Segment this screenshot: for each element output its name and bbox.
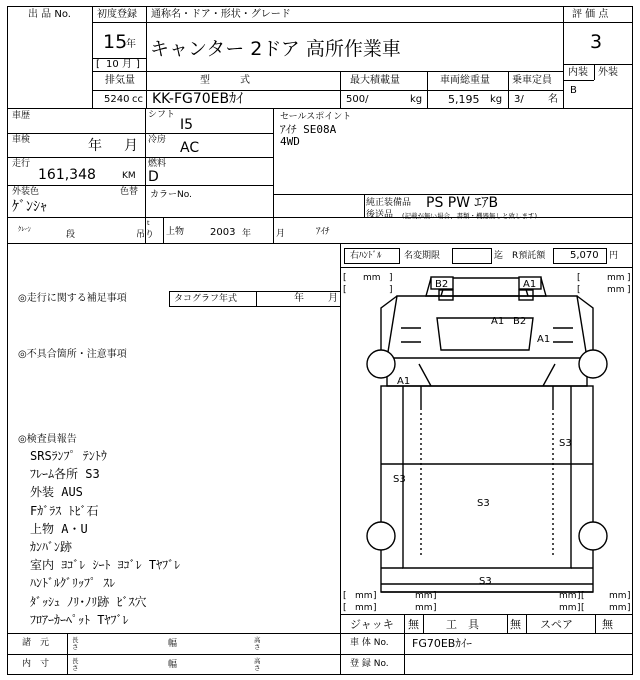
jack-label: ジャッキ [350, 618, 394, 631]
bracket-bl2-close: ] [433, 591, 437, 601]
grid-line [7, 133, 273, 134]
inner-width-label: 幅 [168, 660, 178, 670]
inspection-label: 車検 [12, 135, 31, 145]
mark-s3-left: S3 [393, 474, 406, 485]
running-label: ◎走行に関する補足事項 [18, 293, 127, 304]
chassis-value: FG70EBｶｲｰ [412, 637, 472, 650]
spare-label: スペア [540, 618, 573, 631]
grid-line [341, 633, 633, 634]
bracket-br4-open: [ [581, 603, 585, 613]
inner-height-label: 高さ [254, 657, 261, 672]
dim-height-label: 高さ [254, 636, 261, 651]
month-bracket-open: [ [96, 59, 100, 70]
dim-length-label: 長さ [72, 636, 79, 651]
bracket-tr2-mm: mm [607, 285, 625, 295]
tacho-label: タコグラフ年式 [174, 294, 238, 304]
equipment-value: PS PW ｴｱB [426, 195, 499, 211]
tools-value: 無 [510, 618, 521, 631]
grid-line [163, 217, 164, 243]
grid-line [7, 185, 273, 186]
grid-line [341, 614, 633, 615]
grid-line [564, 80, 594, 81]
wheel-rear-right [579, 522, 607, 550]
grid-line [595, 614, 596, 633]
grid-line [508, 71, 509, 108]
mileage-value: 161,348 [38, 167, 96, 183]
mileage-label: 走行 [12, 159, 31, 169]
sales-point-label: セールスポイント [280, 112, 352, 122]
tacho-year-unit: 年 [294, 293, 304, 304]
mark-s3-bottom: S3 [479, 576, 492, 587]
bracket-bl-mm: mm [355, 591, 373, 601]
bracket-bl4-mm: mm [415, 603, 433, 613]
grid-line [594, 64, 595, 80]
bracket-tr2-open: [ [577, 285, 581, 295]
capacity-value: 3/ [514, 94, 524, 105]
tools-label: 工 具 [446, 618, 479, 631]
mark-b2-top: B2 [435, 279, 449, 290]
report-line: 上物 A・U [30, 521, 88, 536]
report-line: ﾊﾝﾄﾞﾙｸﾞﾘｯﾌﾟ ｽﾚ [30, 576, 116, 591]
score-label: 評 価 点 [572, 9, 609, 20]
door-lines [381, 296, 593, 366]
first-reg-month: 10 [106, 59, 119, 70]
jack-value: 無 [408, 618, 419, 631]
displacement-label: 排気量 [105, 75, 135, 86]
grid-line [7, 217, 633, 218]
bracket-br4-close: ] [627, 603, 631, 613]
exterior-color-label: 外装色 [12, 187, 40, 197]
name-change-label: 名変期限 [404, 251, 441, 261]
bracket-tl2-close: ] [389, 285, 393, 295]
grid-line [364, 194, 365, 217]
first-reg-year: 15 [103, 31, 128, 53]
report-line: ﾌﾛｱｰｶｰﾍﾟｯﾄ Tﾔﾌﾞﾚ [30, 612, 129, 627]
history-label: 車歴 [12, 111, 31, 121]
cab-roof-lines [441, 286, 528, 296]
bracket-bl-close: ] [373, 591, 377, 601]
spare-value: 無 [602, 618, 613, 631]
lot-no-label: 出 品 No. [28, 9, 71, 20]
bracket-tl-open: [ [343, 273, 347, 283]
ac-label: 冷房 [148, 135, 167, 145]
gross-weight-label: 車両総重量 [440, 75, 490, 86]
report-line: SRSﾗﾝﾌﾟ ﾃﾝﾄｳ [30, 449, 107, 463]
name-change-box [452, 248, 492, 264]
report-line: ﾌﾚｰﾑ各所 S3 [30, 467, 100, 482]
bracket-tr-close: ] [627, 273, 631, 283]
gross-weight-unit: kg [490, 94, 503, 105]
model-code: KK-FG70EBｶｲ [152, 91, 244, 107]
handle-label: 右ﾊﾝﾄﾞﾙ [350, 251, 382, 261]
exterior-color-value: ｹﾞﾝｼｬ [12, 199, 47, 215]
equipment-label: 純正装備品 [366, 198, 412, 208]
vehicle-diagram [341, 268, 633, 614]
crane-label: ｸﾚｰﾝ [18, 225, 31, 233]
bracket-br3-mm: mm [559, 603, 577, 613]
bracket-bl3-open: [ [343, 603, 347, 613]
displacement-unit: cc [132, 94, 143, 105]
report-line: Fｶﾞﾗｽ ﾄﾋﾞ石 [30, 503, 99, 518]
first-reg-label: 初度登録 [97, 9, 137, 20]
remaining-unit: 円 [609, 251, 619, 261]
name-label: 通称名・ドア・形状・グレード [151, 9, 291, 20]
capacity-unit: 名 [548, 94, 558, 105]
chassis-label: 車 体 No. [350, 638, 389, 648]
grid-line [564, 22, 633, 23]
report-line: 室内 ﾖｺﾞﾚ ｼｰﾄ ﾖｺﾞﾚ Tﾔﾌﾞﾚ [30, 558, 181, 573]
mark-a1-windshield: A1 [491, 316, 505, 327]
crane-lift-label: 吊り [136, 230, 155, 240]
bracket-bl2-mm: mm [415, 591, 433, 601]
wheel-front-right [579, 350, 607, 378]
remaining-value: 5,070 [570, 250, 599, 261]
bracket-bl-open: [ [343, 591, 347, 601]
grid-line [340, 71, 341, 108]
grid-line [145, 108, 146, 243]
bracket-br-close: ] [577, 591, 581, 601]
sales-point-line2: 4WD [280, 135, 300, 148]
crane-lift-unit-t: t [147, 219, 150, 227]
bracket-br2-mm: mm [609, 591, 627, 601]
inspector-label: ◎検査員報告 [18, 434, 77, 445]
sales-point-line1: ｱｲﾁ SE08A [280, 123, 337, 136]
model-name: キャンター 2ドア 高所作業車 [150, 38, 401, 60]
score-value: 3 [590, 31, 603, 53]
bracket-br3-close: ] [577, 603, 581, 613]
upper-label: 上物 [166, 227, 185, 237]
report-line: 外装 AUS [30, 485, 83, 500]
grid-line [7, 243, 633, 244]
reg-label: 登 録 No. [350, 659, 389, 669]
bracket-br-mm: mm [559, 591, 577, 601]
mark-s3-center: S3 [477, 498, 490, 509]
bracket-tl2-open: [ [343, 285, 347, 295]
bracket-br2-open: [ [581, 591, 585, 601]
capacity-label: 乗車定員 [512, 75, 552, 86]
aftermarket-note: (記載が無い場合、書類・機器無しと致します) [402, 212, 538, 220]
cab-panels [387, 358, 587, 386]
cargo-inner [403, 386, 571, 568]
remaining-label: R預託額 [512, 251, 546, 261]
mark-b2-windshield: B2 [513, 316, 527, 327]
grid-line [273, 108, 274, 243]
tacho-month-unit: 月 [328, 293, 338, 304]
grid-line [7, 157, 273, 158]
year-unit: 年 [126, 39, 136, 50]
bracket-bl3-close: ] [373, 603, 377, 613]
upper-month-unit: 月 [276, 229, 286, 239]
dim-width-label: 幅 [168, 639, 178, 649]
report-line: ﾀﾞｯｼｭ ﾉﾘ･ﾉﾘ跡 ﾋﾞｽ穴 [30, 594, 147, 609]
upper-maker: ｱｲﾁ [316, 227, 330, 237]
max-load-value: 500/ [346, 94, 369, 105]
displacement-value: 5240 [104, 94, 130, 105]
ac-value: AC [180, 140, 200, 156]
grid-line [256, 291, 257, 307]
wheel-rear-left [367, 522, 395, 550]
grid-line [67, 633, 68, 675]
grid-line [7, 108, 633, 109]
bracket-tl-close: ] [389, 273, 393, 283]
upper-year: 2003 [210, 227, 236, 238]
grid-line [7, 654, 340, 655]
cargo-outline [381, 386, 593, 592]
grid-line [526, 614, 527, 633]
color-no-caption: カラーNo. [150, 190, 192, 200]
interior-label: 内装 [568, 67, 588, 78]
bracket-tr-open: [ [577, 273, 581, 283]
inner-length-label: 長さ [72, 657, 79, 672]
bracket-tl-mm: mm [363, 273, 381, 283]
grid-line [423, 614, 424, 633]
name-change-unit: 迄 [494, 251, 504, 261]
bracket-bl4-close: ] [433, 603, 437, 613]
grid-line [564, 64, 633, 65]
bracket-br2-close: ] [627, 591, 631, 601]
color-no-label: 色替 [120, 187, 139, 197]
front-body [387, 296, 587, 358]
mark-s3-right: S3 [559, 438, 572, 449]
aftermarket-label: 後送品 [366, 210, 394, 220]
report-line: ｶﾝﾊﾞﾝ跡 [30, 540, 73, 554]
crane-steps-label: 段 [66, 230, 76, 240]
mileage-unit: KM [122, 171, 136, 181]
gross-weight-value: 5,195 [448, 93, 480, 106]
grid-line [93, 71, 563, 72]
model-label: 型 式 [200, 75, 250, 86]
grid-line [341, 654, 633, 655]
bracket-br4-mm: mm [609, 603, 627, 613]
interior-grade: B [570, 85, 577, 96]
fuel-value: D [148, 169, 159, 185]
month-bracket-close: ] [136, 59, 140, 70]
shift-label: シフト [148, 110, 176, 120]
grid-line [7, 633, 340, 634]
mark-a1-right: A1 [537, 334, 551, 345]
grid-line [93, 22, 563, 23]
month-unit: 月 [122, 59, 132, 70]
mark-a1-top: A1 [523, 279, 537, 290]
bracket-bl3-mm: mm [355, 603, 373, 613]
mark-a1-left: A1 [397, 376, 411, 387]
bracket-tr2-close: ] [627, 285, 631, 295]
fuel-label: 燃料 [148, 159, 167, 169]
grid-line [427, 71, 428, 108]
exterior-label: 外装 [598, 67, 618, 78]
max-load-label: 最大積載量 [350, 75, 400, 86]
grid-line [507, 614, 508, 633]
max-load-unit: kg [410, 94, 423, 105]
shift-value: I5 [180, 117, 194, 133]
defects-label: ◎不具合箇所・注意事項 [18, 349, 127, 360]
inner-label: 内 寸 [22, 659, 50, 669]
grid-line [404, 614, 405, 675]
dim-label: 諸 元 [22, 638, 50, 648]
inspection-month-unit: 月 [124, 138, 138, 154]
bracket-tr-mm: mm [607, 273, 625, 283]
wheel-front-left [367, 350, 395, 378]
inspection-year-unit: 年 [88, 138, 102, 154]
upper-year-unit: 年 [242, 229, 252, 239]
